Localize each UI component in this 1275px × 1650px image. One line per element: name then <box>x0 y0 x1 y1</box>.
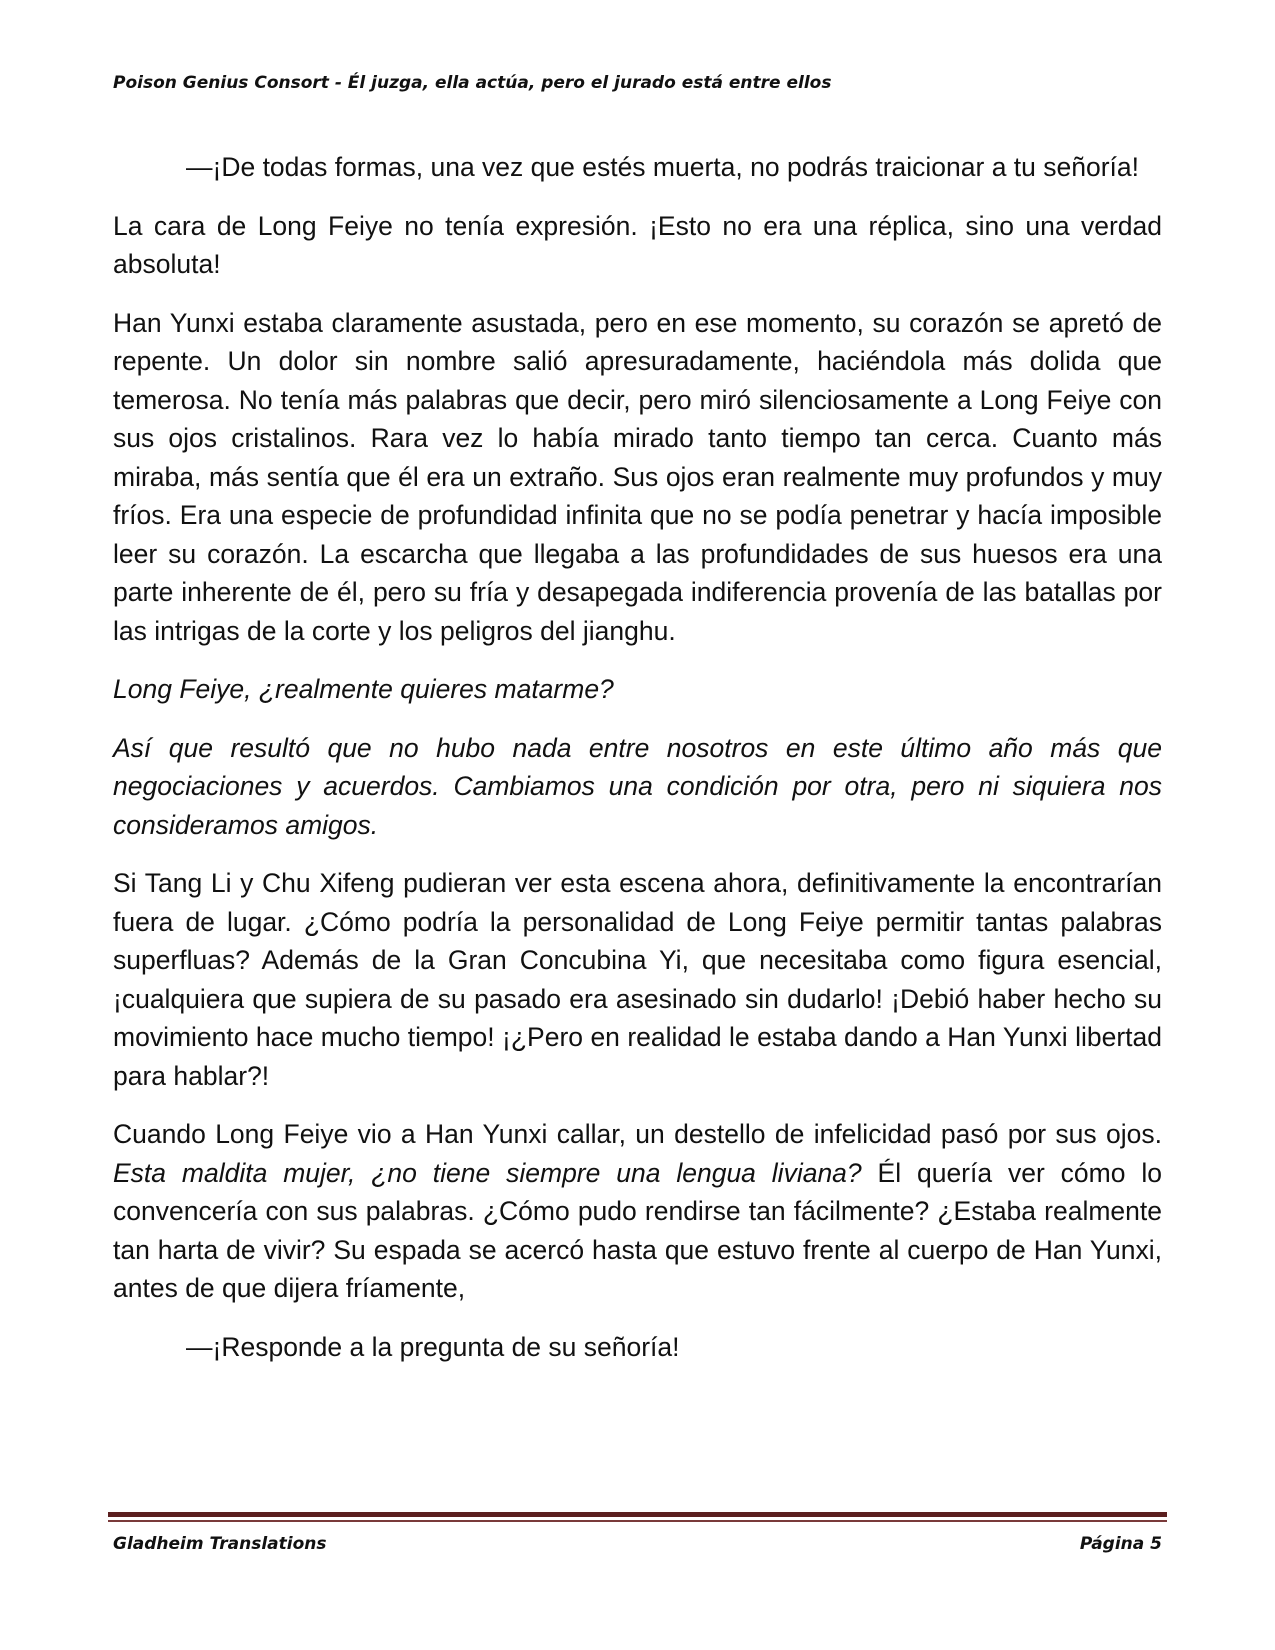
paragraph-7-inline-thought: Esta maldita mujer, ¿no tiene siempre una lengua liviana? <box>113 1157 862 1188</box>
dialogue-paragraph-1: —¡De todas formas, una vez que estés muerta, no podrás traicionar a tu señoría! <box>186 152 1140 182</box>
body-text <box>113 148 1162 1386</box>
thought-paragraph-4: Long Feiye, ¿realmente quieres matarme? <box>113 674 614 704</box>
paragraph-7 <box>113 1115 1162 1308</box>
paragraph-3: Han Yunxi estaba claramente asustada, pero en ese momento, su corazón se apretó de repente. Un dolor sin nombre salió apresuradamente, haciéndola más dolida que temerosa. No tenía más palabras que decir, pero miró silenciosamente a Long Feiye con sus ojos cristalinos. Rara vez lo había mirado tanto tiempo tan cerca. Cuanto más miraba, más sentía que él era un extraño. Sus ojos eran realmente muy profundos y muy fríos. Era una especie de profundidad infinita que no se podía penetrar y hacía imposible leer su corazón. La escarcha que llegaba a las profundidades de sus huesos era una parte inherente de él, pero su fría y desapegada indiferencia provenía de las batallas por las intrigas de la corte y los peligros del jianghu. <box>113 307 1162 646</box>
footer-rule-thin <box>108 1520 1167 1522</box>
paragraph-7-text-b: Él quería ver cómo lo convencería con sus palabras. ¿Cómo pudo rendirse tan fácilmente? ¿Estaba realmente tan harta de vivir? Su espada se acercó hasta que estuvo frente al cuerpo de Han Yunxi, antes de que dijera fríamente, <box>113 1157 1162 1303</box>
footer-page-number: Página 5 <box>1079 1534 1162 1554</box>
thought-paragraph-5: Así que resultó que no hubo nada entre nosotros en este último año más que negociaciones y acuerdos. Cambiamos una condición por otra, pero ni siquiera nos consideramos amigos. <box>113 732 1162 840</box>
footer-rule-thick <box>108 1512 1167 1517</box>
running-header: Poison Genius Consort - Él juzga, ella actúa, pero el jurado está entre ellos <box>113 73 832 93</box>
paragraph-2: La cara de Long Feiye no tenía expresión. ¡Esto no era una réplica, sino una verdad absoluta! <box>113 210 1162 279</box>
paragraph-6: Si Tang Li y Chu Xifeng pudieran ver esta escena ahora, definitivamente la encontrarían fuera de lugar. ¿Cómo podría la personalidad de Long Feiye permitir tantas palabras superfluas? Además de la Gran Concubina Yi, que necesitaba como figura esencial, ¡cualquiera que supiera de su pasado era asesinado sin dudarlo! ¡Debió haber hecho su movimiento hace mucho tiempo! ¡¿Pero en realidad le estaba dando a Han Yunxi libertad para hablar?! <box>113 868 1162 1091</box>
footer-publisher: Gladheim Translations <box>113 1534 327 1554</box>
paragraph-7-text-a: Cuando Long Feiye vio a Han Yunxi callar, un destello de infelicidad pasó por sus ojos. <box>113 1119 1162 1149</box>
dialogue-paragraph-8: —¡Responde a la pregunta de su señoría! <box>186 1331 680 1362</box>
